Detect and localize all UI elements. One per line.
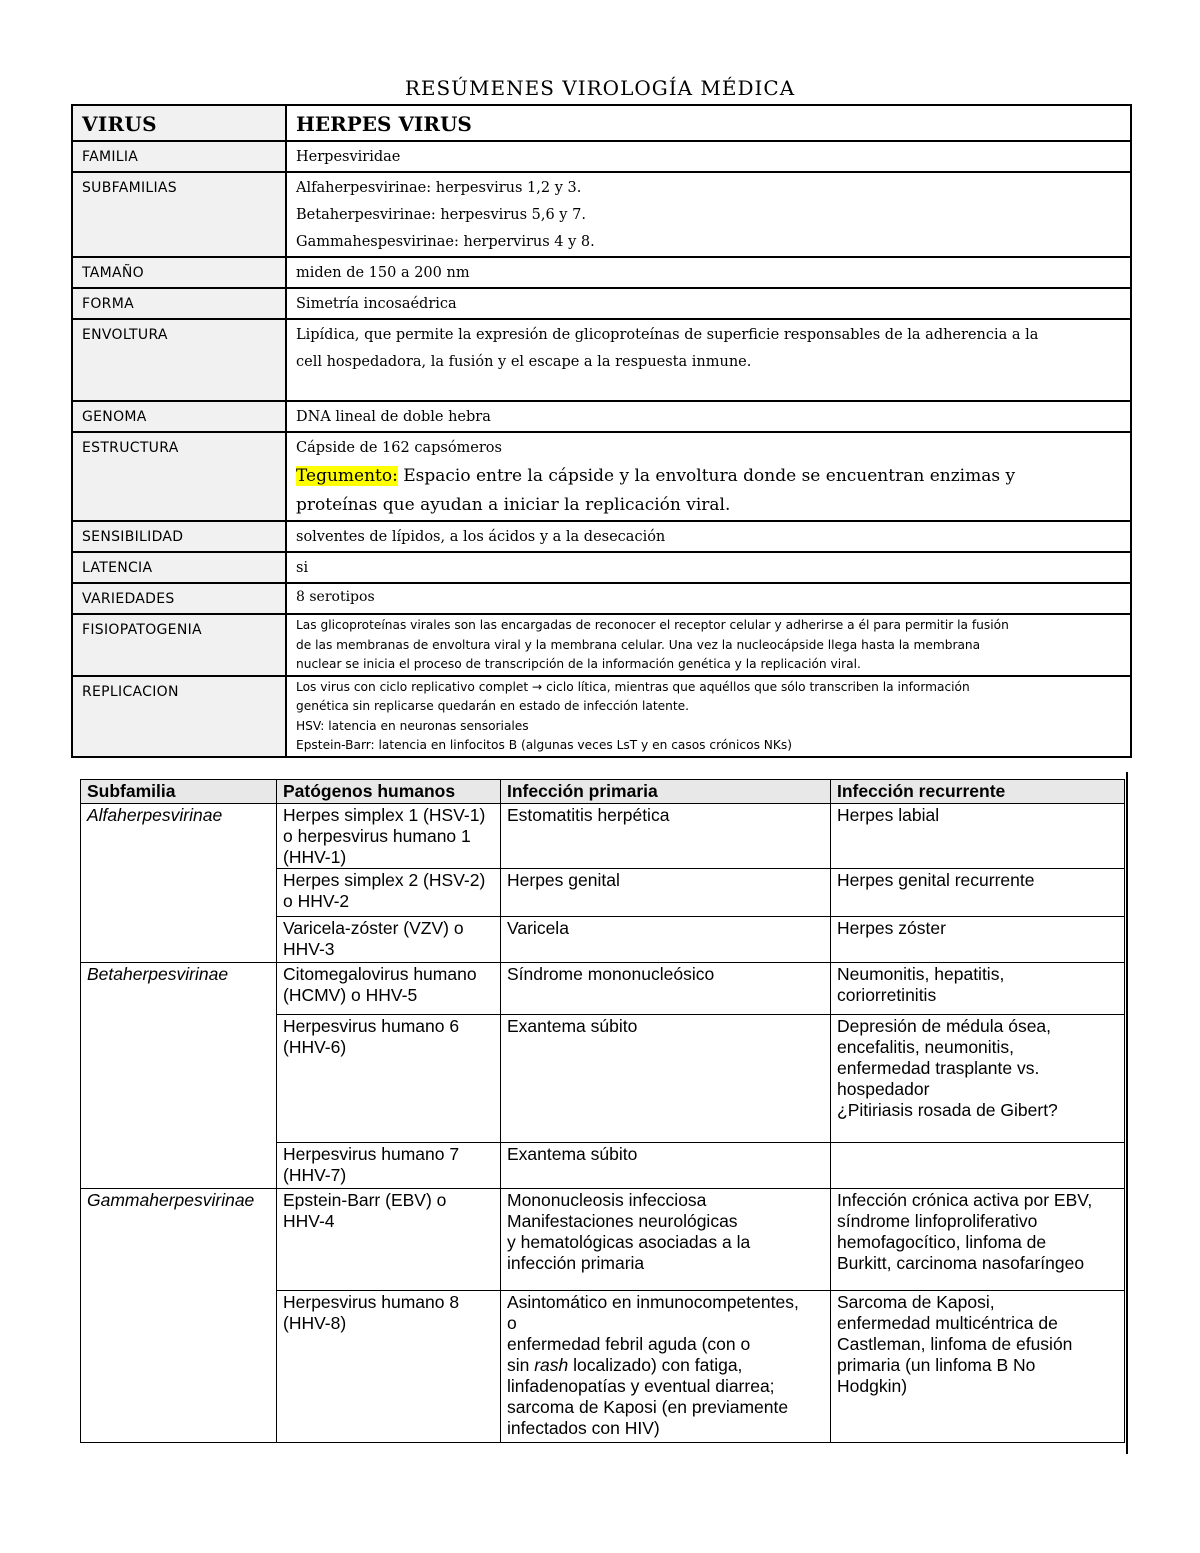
cell-line: Herpes genital recurrente bbox=[837, 870, 1035, 890]
cell-line: sin rash localizado) con fatiga, bbox=[507, 1355, 743, 1375]
row-label: LATENCIA bbox=[72, 552, 286, 583]
primary-infection-cell bbox=[501, 963, 831, 1015]
text-line: cell hospedadora, la fusión y el escape a la respuesta inmune. bbox=[296, 354, 752, 370]
row-label: FORMA bbox=[72, 288, 286, 319]
row-label: FISIOPATOGENIA bbox=[72, 614, 286, 676]
row-label: FAMILIA bbox=[72, 141, 286, 172]
row-value: solventes de lípidos, a los ácidos y a la desecación bbox=[286, 521, 1131, 552]
cell-line: Manifestaciones neurológicas bbox=[507, 1211, 738, 1231]
primary-infection-cell bbox=[501, 1189, 831, 1291]
cell-line: primaria (un linfoma B No bbox=[837, 1355, 1036, 1375]
cell-line: Herpesvirus humano 6 bbox=[283, 1016, 460, 1036]
table-row bbox=[72, 432, 1131, 521]
text-line: Alfaherpesvirinae: herpesvirus 1,2 y 3. bbox=[296, 180, 582, 196]
cell-line: o bbox=[507, 1313, 517, 1333]
table-row bbox=[81, 804, 1125, 869]
primary-infection-cell bbox=[501, 869, 831, 917]
cell-line: Mononucleosis infecciosa bbox=[507, 1190, 707, 1210]
text-fragment: Espacio entre la cápside y la envoltura donde se encuentran enzimas y bbox=[397, 466, 1016, 486]
cell-line: o HHV-2 bbox=[283, 891, 350, 911]
subfamily-cell: Betaherpesvirinae bbox=[81, 963, 277, 1189]
table-row bbox=[72, 141, 1131, 172]
cell-line: linfadenopatías y eventual diarrea; bbox=[507, 1376, 775, 1396]
page-title: RESÚMENES VIROLOGÍA MÉDICA bbox=[404, 76, 796, 100]
cell-line: Hodgkin) bbox=[837, 1376, 908, 1396]
pathogen-cell bbox=[277, 917, 501, 963]
text-line: HSV: latencia en neuronas sensoriales bbox=[296, 718, 529, 733]
cell-line: (HHV-7) bbox=[283, 1165, 347, 1185]
recurrent-infection-cell bbox=[831, 963, 1125, 1015]
text-line: de las membranas de envoltura viral y la membrana celular. Una vez la nucleocápside llega hasta la membrana bbox=[296, 637, 981, 652]
recurrent-infection-cell bbox=[831, 917, 1125, 963]
table-row bbox=[81, 963, 1125, 1015]
table-row bbox=[72, 257, 1131, 288]
cell-line: Herpes simplex 2 (HSV-2) bbox=[283, 870, 486, 890]
cell-line: Citomegalovirus humano bbox=[283, 964, 477, 984]
table-row bbox=[72, 614, 1131, 676]
text-line: nuclear se inicia el proceso de transcripción de la información genética y la replicación viral. bbox=[296, 657, 861, 671]
cell-line: encefalitis, neumonitis, bbox=[837, 1037, 1015, 1057]
cell-line: infección primaria bbox=[507, 1253, 645, 1273]
row-label: VIRUS bbox=[72, 105, 286, 141]
table-row bbox=[72, 521, 1131, 552]
cell-line: Asintomático en inmunocompetentes, bbox=[507, 1292, 799, 1312]
primary-infection-cell bbox=[501, 804, 831, 869]
cell-line: Herpesvirus humano 8 bbox=[283, 1292, 460, 1312]
cell-line: Infección crónica activa por EBV, bbox=[837, 1190, 1093, 1210]
text-line: Lipídica, que permite la expresión de glicoproteínas de superficie responsables de la adherencia a la bbox=[296, 327, 1039, 343]
cell-line: Burkitt, carcinoma nasofaríngeo bbox=[837, 1253, 1085, 1273]
row-value: Simetría incosaédrica bbox=[286, 288, 1131, 319]
cell-line: enfermedad febril aguda (con o bbox=[507, 1334, 751, 1354]
cell-line: Exantema súbito bbox=[507, 1144, 638, 1164]
table-body bbox=[81, 804, 1125, 1443]
table-row bbox=[72, 288, 1131, 319]
cell-line: infectados con HIV) bbox=[507, 1418, 660, 1438]
cell-line: (HHV-1) bbox=[283, 847, 347, 867]
table-row bbox=[72, 172, 1131, 257]
pathogen-cell bbox=[277, 1143, 501, 1189]
cell-line: Neumonitis, hepatitis, bbox=[837, 964, 1005, 984]
primary-infection-cell bbox=[501, 1015, 831, 1143]
virus-summary-table bbox=[71, 104, 1132, 758]
cell-line: coriorretinitis bbox=[837, 985, 937, 1005]
subfamily-cell: Alfaherpesvirinae bbox=[81, 804, 277, 963]
primary-infection-cell bbox=[501, 1143, 831, 1189]
cell-line: ¿Pitiriasis rosada de Gibert? bbox=[837, 1100, 1058, 1120]
row-label: REPLICACION bbox=[72, 676, 286, 757]
cell-line: Herpes simplex 1 (HSV-1) bbox=[283, 805, 486, 825]
cell-line: Herpes labial bbox=[837, 805, 940, 825]
row-value bbox=[286, 172, 1131, 257]
row-label: SUBFAMILIAS bbox=[72, 172, 286, 257]
pathogen-cell bbox=[277, 963, 501, 1015]
cell-line: Castleman, linfoma de efusión bbox=[837, 1334, 1073, 1354]
cell-line: Herpes zóster bbox=[837, 918, 946, 938]
cell-line: Herpes genital bbox=[507, 870, 620, 890]
primary-infection-cell bbox=[501, 917, 831, 963]
table-row bbox=[72, 583, 1131, 614]
row-value bbox=[286, 614, 1131, 676]
text-line: Los virus con ciclo replicativo complet → ciclo lítica, mientras que aquéllos que sólo transcriben la información bbox=[296, 679, 970, 694]
cell-line: (HCMV) o HHV-5 bbox=[283, 985, 418, 1005]
row-value: si bbox=[286, 552, 1131, 583]
recurrent-infection-cell bbox=[831, 804, 1125, 869]
cell-line: Exantema súbito bbox=[507, 1016, 638, 1036]
row-value: Herpesviridae bbox=[286, 141, 1131, 172]
pathogen-cell bbox=[277, 1189, 501, 1291]
cell-line: Varicela-zóster (VZV) o bbox=[283, 918, 464, 938]
row-label: VARIEDADES bbox=[72, 583, 286, 614]
cell-line: Epstein-Barr (EBV) o bbox=[283, 1190, 447, 1210]
cell-line: sarcoma de Kaposi (en previamente bbox=[507, 1397, 789, 1417]
text-line: Las glicoproteínas virales son las encargadas de reconocer el receptor celular y adherirse a él para permitir la fusión bbox=[296, 618, 1009, 632]
cell-line: síndrome linfoproliferativo bbox=[837, 1211, 1038, 1231]
recurrent-infection-cell bbox=[831, 869, 1125, 917]
text-line: Betaherpesvirinae: herpesvirus 5,6 y 7. bbox=[296, 207, 586, 223]
table-row bbox=[72, 676, 1131, 757]
table-row bbox=[72, 319, 1131, 401]
table-row bbox=[72, 552, 1131, 583]
recurrent-infection-cell bbox=[831, 1189, 1125, 1291]
table-row bbox=[72, 105, 1131, 141]
column-header: Infección primaria bbox=[501, 780, 831, 804]
pathogen-cell bbox=[277, 804, 501, 869]
text-line: proteínas que ayudan a iniciar la replicación viral. bbox=[296, 495, 731, 515]
cell-line: (HHV-8) bbox=[283, 1313, 347, 1333]
page-edge-line bbox=[1126, 772, 1128, 1454]
subfamily-cell: Gammaherpesvirinae bbox=[81, 1189, 277, 1443]
text-line: genética sin replicarse quedarán en estado de infección latente. bbox=[296, 699, 690, 713]
recurrent-infection-cell bbox=[831, 1015, 1125, 1143]
cell-line: HHV-4 bbox=[283, 1211, 335, 1231]
table-header-row bbox=[81, 780, 1125, 804]
row-value: miden de 150 a 200 nm bbox=[286, 257, 1131, 288]
table-row bbox=[81, 1189, 1125, 1291]
cell-line: Síndrome mononucleósico bbox=[507, 964, 715, 984]
row-label: GENOMA bbox=[72, 401, 286, 432]
column-header: Patógenos humanos bbox=[277, 780, 501, 804]
cell-line: enfermedad trasplante vs. bbox=[837, 1058, 1040, 1078]
cell-line: Varicela bbox=[507, 918, 569, 938]
row-label: TAMAÑO bbox=[72, 257, 286, 288]
row-value: 8 serotipos bbox=[286, 583, 1131, 614]
text-line: Gammahespesvirinae: herpervirus 4 y 8. bbox=[296, 234, 595, 250]
column-header: Subfamilia bbox=[81, 780, 277, 804]
text-line: Cápside de 162 capsómeros bbox=[296, 440, 502, 456]
highlighted-term: Tegumento: bbox=[296, 466, 398, 486]
herpes-pathogens-table bbox=[80, 779, 1125, 1443]
row-value bbox=[286, 319, 1131, 401]
cell-line: Sarcoma de Kaposi, bbox=[837, 1292, 995, 1312]
row-label: SENSIBILIDAD bbox=[72, 521, 286, 552]
table-row bbox=[72, 401, 1131, 432]
pathogen-cell bbox=[277, 869, 501, 917]
column-header: Infección recurrente bbox=[831, 780, 1125, 804]
row-value bbox=[286, 676, 1131, 757]
row-value: HERPES VIRUS bbox=[286, 105, 1131, 141]
primary-infection-cell bbox=[501, 1291, 831, 1443]
row-label: ESTRUCTURA bbox=[72, 432, 286, 521]
cell-line: y hematológicas asociadas a la bbox=[507, 1232, 751, 1252]
cell-line: hospedador bbox=[837, 1079, 930, 1099]
row-value: DNA lineal de doble hebra bbox=[286, 401, 1131, 432]
cell-line: enfermedad multicéntrica de bbox=[837, 1313, 1058, 1333]
cell-line: HHV-3 bbox=[283, 939, 335, 959]
italic-term: rash bbox=[534, 1355, 569, 1375]
row-value bbox=[286, 432, 1131, 521]
pathogen-cell bbox=[277, 1291, 501, 1443]
text-line: Epstein-Barr: latencia en linfocitos B (algunas veces LsT y en casos crónicos NKs) bbox=[296, 738, 793, 752]
cell-line: hemofagocítico, linfoma de bbox=[837, 1232, 1047, 1252]
cell-line: (HHV-6) bbox=[283, 1037, 347, 1057]
cell-line: Depresión de médula ósea, bbox=[837, 1016, 1052, 1036]
pathogen-cell bbox=[277, 1015, 501, 1143]
recurrent-infection-cell bbox=[831, 1143, 1125, 1189]
recurrent-infection-cell bbox=[831, 1291, 1125, 1443]
cell-line: Herpesvirus humano 7 bbox=[283, 1144, 460, 1164]
cell-line: o herpesvirus humano 1 bbox=[283, 826, 471, 846]
text-line bbox=[296, 462, 1121, 491]
row-label: ENVOLTURA bbox=[72, 319, 286, 401]
cell-line: Estomatitis herpética bbox=[507, 805, 670, 825]
